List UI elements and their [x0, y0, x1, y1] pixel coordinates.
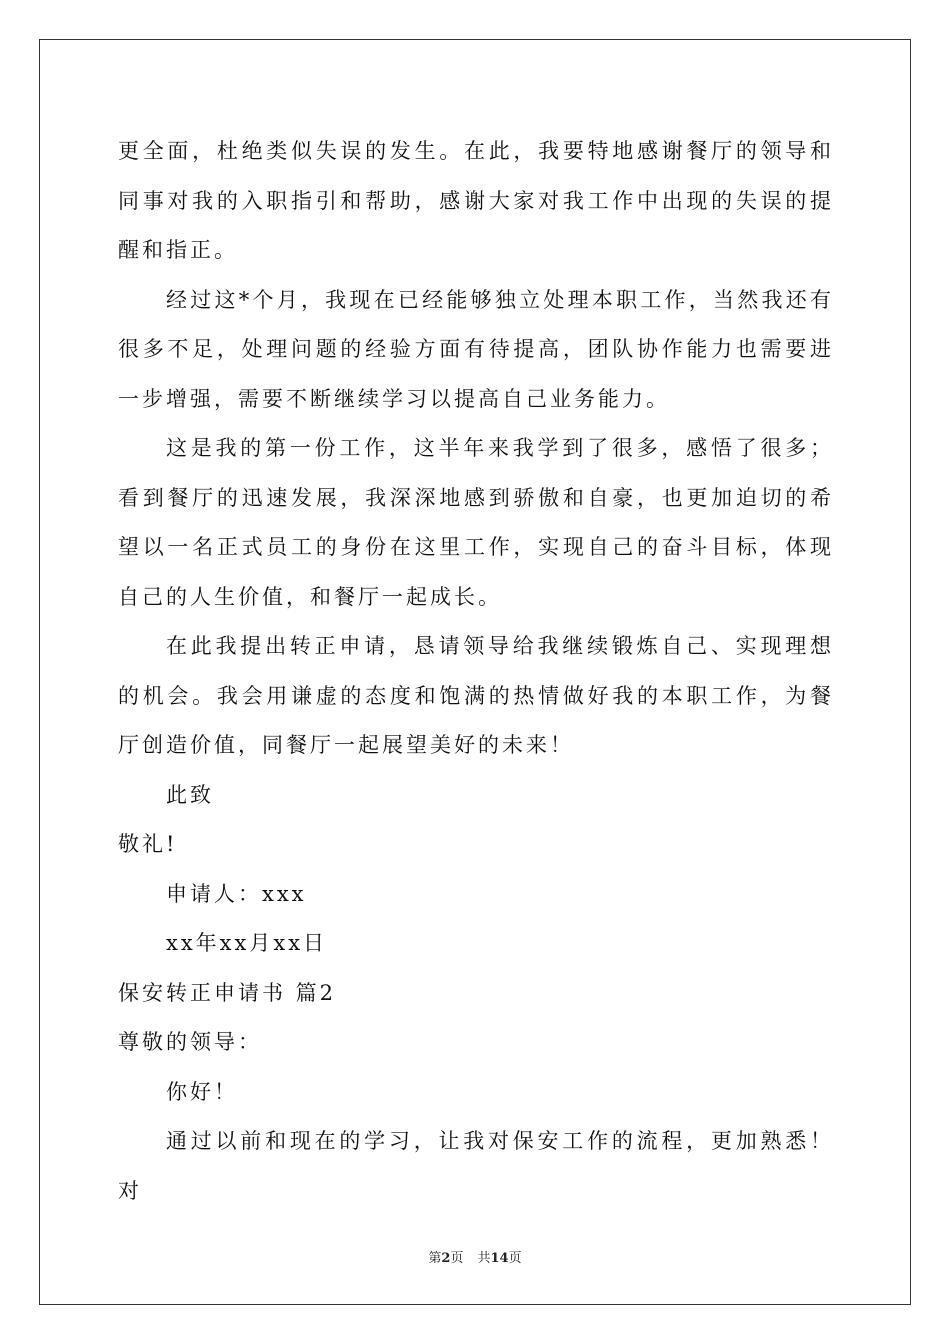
greeting-addressee: 尊敬的领导：	[118, 1030, 262, 1054]
greeting-hello: 你好！	[166, 1079, 238, 1104]
paragraph-request: 在此我提出转正申请，恳请领导给我继续锻炼自己、实现理想的机会。我会用谦虚的态度和饱满的热情做好我的本职工作，为餐厅创造价值，同餐厅一起展望美好的未来！	[118, 634, 834, 757]
page-indicator: 第2页	[428, 1251, 464, 1266]
current-page-number: 2	[441, 1251, 451, 1266]
paragraph-study: 通过以前和现在的学习，让我对保安工作的流程，更加熟悉！对	[118, 1129, 834, 1203]
closing-salutation: 此致	[166, 782, 214, 807]
closing-regards: 敬礼!	[118, 832, 178, 856]
total-page-number: 14	[490, 1251, 509, 1266]
total-pages-indicator: 共14页	[477, 1251, 522, 1266]
date-line: xx年xx月xx日	[166, 931, 328, 955]
paragraph-progress: 经过这*个月，我现在已经能够独立处理本职工作，当然我还有很多不足，处理问题的经验方面有待提高，团队协作能力也需要进一步增强，需要不断继续学习以提高自己业务能力。	[118, 287, 834, 411]
paragraph-first-job: 这是我的第一份工作，这半年来我学到了很多，感悟了很多；看到餐厅的迅速发展，我深深地感到骄傲和自豪，也更加迫切的希望以一名正式员工的身份在这里工作，实现自己的奋斗目标，体现自己的人生价值，和餐厅一起成长。	[118, 436, 834, 609]
document-body	[118, 127, 834, 1216]
page-footer	[0, 1247, 950, 1266]
paragraph-continuation: 更全面，杜绝类似失误的发生。在此，我要特地感谢餐厅的领导和同事对我的入职指引和帮助，感谢大家对我工作中出现的失误的提醒和指正。	[118, 139, 834, 262]
section-heading: 保安转正申请书 篇2	[118, 980, 337, 1005]
applicant-line: 申请人：xxx	[166, 881, 307, 906]
